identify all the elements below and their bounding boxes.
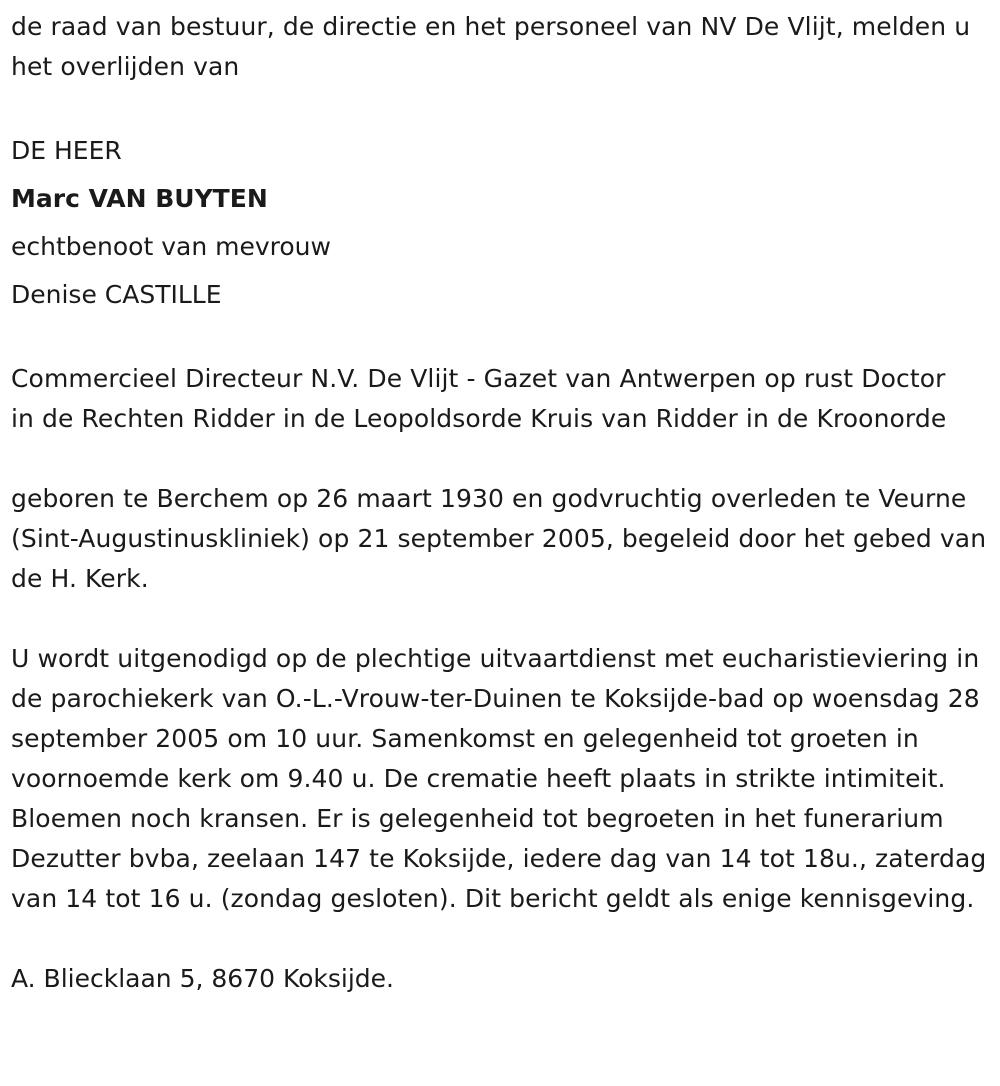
spouse-label: echtbenoot van mevrouw <box>11 232 331 261</box>
spouse-name: Denise CASTILLE <box>11 280 222 309</box>
spacer <box>11 919 1000 959</box>
ceremony-text: U wordt uitgenodigd op de plechtige uitvaartdienst met eucharistieviering in de parochiekerk van O.-L.-Vrouw-ter-Duinen te Koksijde-bad op woensdag 28 september 2005 om 10 uur. Samenkomst en gelegenheid tot groeten in voornoemde kerk om 9.40 u. De crematie heeft plaats in strikte intimiteit. Bloemen noch kransen. Er is gelegenheid tot begroeten in het funerarium Dezutter bvba, zeelaan 147 te Koksijde, iedere dag van 14 tot 18u., zaterdag van 14 tot 16 u. (zondag gesloten). Dit bericht geldt als enige kennisgeving. <box>11 644 987 913</box>
spacer <box>11 599 1000 639</box>
titles-text: Commercieel Directeur N.V. De Vlijt - Gazet van Antwerpen op rust Doctor in de Rechten Ridder in de Leopoldsorde Kruis van Ridder in de Kroonorde <box>11 364 947 433</box>
salutation: DE HEER <box>11 136 122 165</box>
deceased-name: Marc VAN BUYTEN <box>11 184 268 213</box>
birth-death-text: geboren te Berchem op 26 maart 1930 en godvruchtig overleden te Veurne (Sint-Augustinuskliniek) op 21 september 2005, begeleid door het gebed van de H. Kerk. <box>11 484 987 593</box>
intro-text: de raad van bestuur, de directie en het personeel van NV De Vlijt, melden u het overlijden van <box>11 12 971 81</box>
spacer <box>11 87 1000 127</box>
spacer <box>11 319 1000 359</box>
spacer <box>11 439 1000 479</box>
address-text: A. Bliecklaan 5, 8670 Koksijde. <box>11 964 394 993</box>
